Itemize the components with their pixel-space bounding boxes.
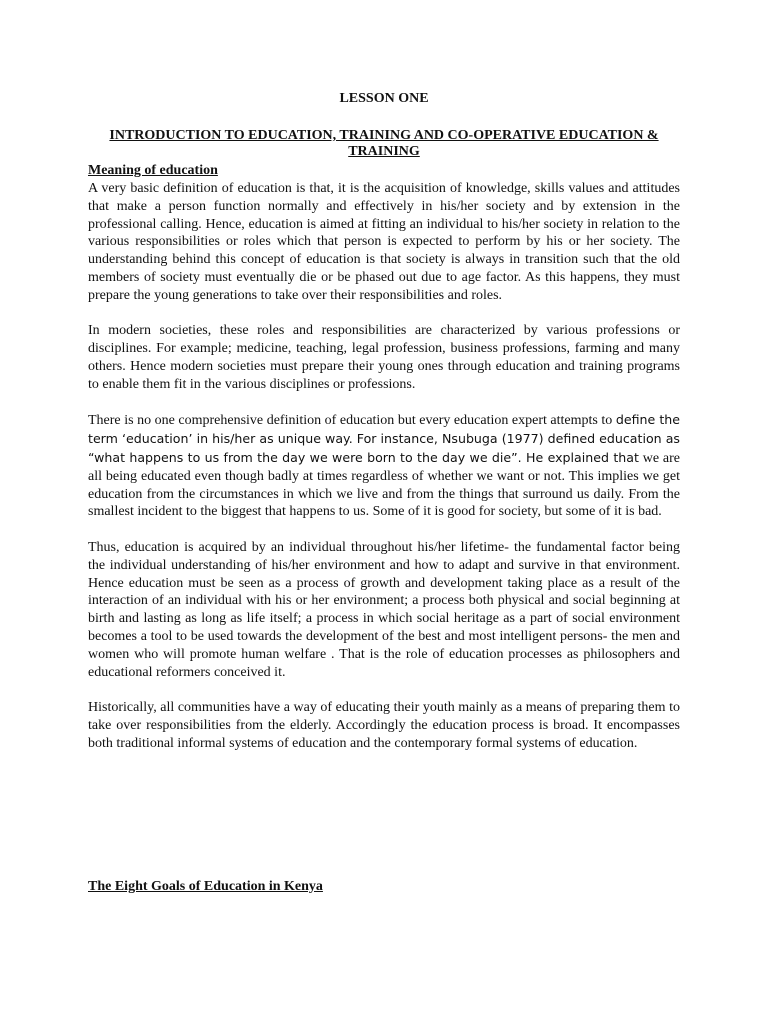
section-heading-meaning-of-education: Meaning of education [88,163,218,178]
paragraph-lifetime-education: Thus, education is acquired by an individual throughout his/her lifetime- the fundamental factor being the individual understanding of his/her environment and how to adapt and survive in that environment. Hence education must be seen as a process of growth and development taking place as a result of the interaction of an individual with his or her environment; a process both physical and social beginning at birth and lasting as long as life itself; a process in which social heritage as a part of social environment becomes a tool to be used towards the development of the best and most intelligent persons- the men and women who will promote human welfare . That is the role of education processes as philosophers and educational reformers conceived it. [88,539,680,680]
paragraph-definition: A very basic definition of education is that, it is the acquisition of knowledge, skills values and attitudes that make a person function normally and effectively in his/her society and by extension in the professional calling. Hence, education is aimed at fitting an individual to his/her society in relation to the various responsibilities or roles which that person is expected to perform by his or her society. The understanding behind this concept of education is that society is always in transition such that the old members of society must eventually die or be phased out due to age factor. As this happens, they must prepare the young generations to take over their responsibilities and roles. [88,181,680,303]
section-heading-eight-goals: The Eight Goals of Education in Kenya [88,879,323,894]
paragraph-3-text-b: define the term ‘education’ in his/her as unique way. For instance, Nsubuga (1977) defined education as “what happens to us from the day we were born to the day we die”. He explained that [88,412,681,465]
paragraph-historically: Historically, all communities have a way of educating their youth mainly as a means of preparing them to take over responsibilities from the elderly. Accordingly the education process is broad. It encompasses both traditional informal systems of education and the contemporary formal systems of education. [88,700,680,751]
main-title: INTRODUCTION TO EDUCATION, TRAINING AND CO-OPERATIVE EDUCATION & TRAINING [109,128,659,159]
paragraph-3-text-c: we are all being educated even though badly at times regardless of whether we want or not. This implies we get education from the circumstances in which we live and from the things that surround us daily. From the smallest incident to the biggest that happens to us. Some of it is good for society, but some of it is bad. [88,450,680,520]
lesson-title: LESSON ONE [339,91,429,106]
paragraph-no-comprehensive-definition [88,411,680,521]
paragraph-modern-societies: In modern societies, these roles and responsibilities are characterized by various professions or disciplines. For example; medicine, teaching, legal profession, business professions, farming and many others. Hence modern societies must prepare their young ones through education and training programs to enable them fit in the various disciplines or professions. [88,323,680,392]
paragraph-3-text-a: There is no one comprehensive definition of education but every education expert attempts to [88,413,616,429]
document-page [88,90,680,770]
